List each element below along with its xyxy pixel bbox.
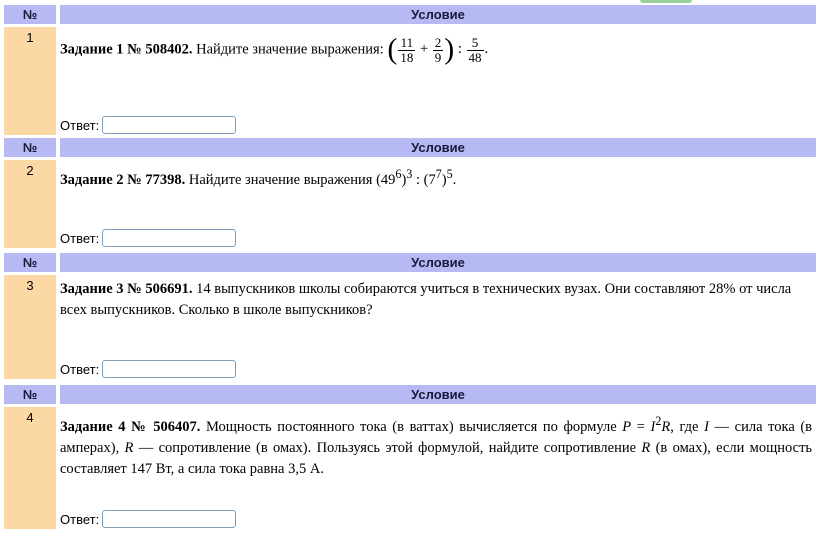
task-text	[60, 27, 816, 65]
answer-input-3[interactable]	[102, 360, 236, 378]
task-number: 4	[4, 407, 56, 529]
task-title: Задание 1 № 508402.	[60, 41, 193, 58]
answer-input-2[interactable]	[102, 229, 236, 247]
answer-input-1[interactable]	[102, 116, 236, 134]
task-text: Задание 4 № 506407. Мощность постоянного тока (в ваттах) вычисляется по формуле $P = I^2R$, где I — сила тока (в амперах), R — сопротивление (в омах). Пользуясь этой формулой, найдите сопротивление R (в омах), если мощность составляет 147 Вт, а сила тока равна 3,5 А.	[60, 414, 813, 477]
task-block-1	[4, 5, 816, 135]
answer-row	[60, 510, 236, 528]
answer-row	[60, 229, 236, 247]
answer-row	[60, 116, 236, 134]
header-num: №	[4, 385, 56, 404]
task-title: Задание 2 № 77398.	[60, 171, 186, 188]
task-block-2	[4, 138, 816, 248]
task-header	[4, 385, 816, 404]
task-statement: Найдите значение выражения:	[196, 41, 384, 58]
task-number: 2	[4, 160, 56, 248]
task-statement: 14 выпускников школы собираются учиться в технических вузах. Они составляют 28% от числа всех выпускников. Сколько в школе выпускников?	[60, 281, 792, 318]
header-title: Условие	[60, 5, 816, 24]
task-block-3	[4, 253, 816, 379]
task-title: Задание 3 № 506691.	[60, 281, 193, 297]
header-title: Условие	[60, 253, 816, 272]
task-block-4	[4, 385, 816, 529]
task-number: 1	[4, 27, 56, 135]
task-header	[4, 253, 816, 272]
header-num: №	[4, 138, 56, 157]
task-text	[60, 160, 816, 191]
header-title: Условие	[60, 385, 816, 404]
top-button-edge	[640, 0, 692, 3]
answer-label: Ответ:	[60, 511, 100, 527]
task-text	[60, 275, 816, 321]
task-header	[4, 5, 816, 24]
answer-label: Ответ:	[60, 361, 100, 377]
header-num: №	[4, 253, 56, 272]
task-number: 3	[4, 275, 56, 379]
answer-label: Ответ:	[60, 230, 100, 246]
math-expression: $(49^6)^3$ : $(7^7)^5$.	[376, 167, 457, 188]
answer-row	[60, 360, 236, 378]
task-header	[4, 138, 816, 157]
math-expression: ( $\frac{11}{18}$ + $\frac{2}{9}$ ) : $\frac{5}{48}$ .	[387, 33, 489, 66]
task-title: Задание 4 № 506407.	[60, 418, 201, 435]
header-title: Условие	[60, 138, 816, 157]
power-formula: $P = I^2R$	[622, 414, 671, 435]
header-num: №	[4, 5, 56, 24]
answer-input-4[interactable]	[102, 510, 236, 528]
task-statement: Найдите значение выражения	[188, 171, 373, 188]
answer-label: Ответ:	[60, 117, 100, 133]
